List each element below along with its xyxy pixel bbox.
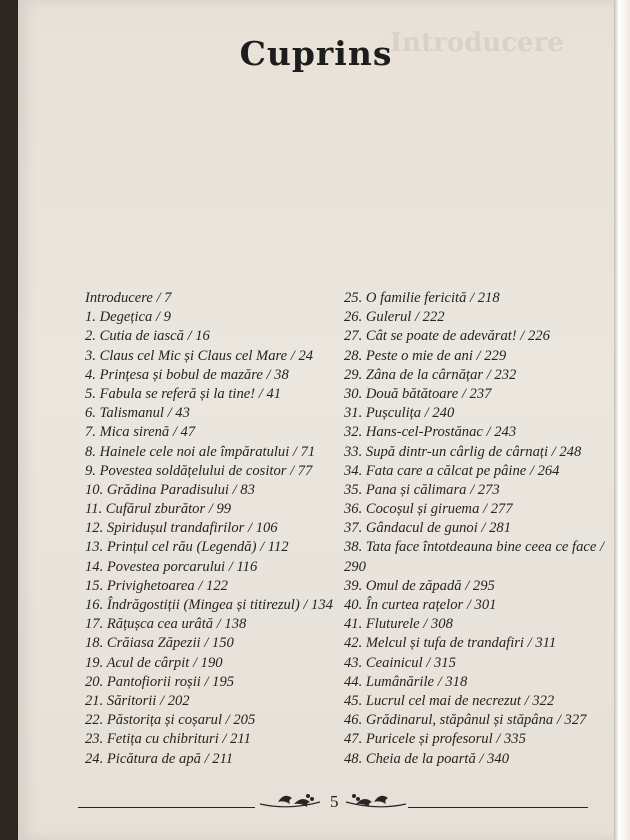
toc-entry: 21. Săritorii / 202 (85, 692, 190, 709)
toc-entry: 10. Grădina Paradisului / 83 (85, 481, 255, 498)
toc-entry: 25. O familie fericită / 218 (344, 290, 500, 306)
toc-entry: 9. Povestea soldățelului de cositor / 77 (85, 462, 313, 479)
toc-entry: 32. Hans-cel-Prostănac / 243 (344, 424, 517, 441)
toc-entry: 16. Îndrăgostiții (Mingea și titirezul) / 134 (85, 597, 333, 613)
toc-entry: 1. Degețica / 9 (85, 309, 171, 326)
page-edge (614, 0, 630, 840)
toc-entry: 11. Cufărul zburător / 99 (85, 501, 232, 518)
toc-entry: 43. Ceainicul / 315 (344, 654, 456, 671)
toc-entry: 20. Pantofiorii roșii / 195 (85, 673, 235, 690)
toc-entry: 3. Claus cel Mic și Claus cel Mare / 24 (85, 347, 314, 364)
toc-entry: 44. Lumânările / 318 (344, 673, 468, 690)
toc-entry: 13. Prințul cel rău (Legendă) / 112 (85, 539, 289, 556)
bleed-through-text: Introducere (390, 28, 564, 58)
book-page (18, 0, 614, 840)
toc-entry: 17. Rățușca cea urâtă / 138 (85, 616, 247, 633)
toc-entry: 45. Lucrul cel mai de necrezut / 322 (344, 692, 555, 709)
toc-entry: 27. Cât se poate de adevărat! / 226 (344, 328, 550, 345)
page-footer (78, 786, 588, 820)
toc-entry: 37. Gândacul de gunoi / 281 (344, 520, 512, 537)
toc-entry: 38. Tata face întotdeauna bine ceea ce face / 290 (344, 539, 605, 575)
toc-entry: 24. Picătura de apă / 211 (85, 750, 234, 767)
page-title: Cuprins (239, 34, 393, 73)
toc-entry: 31. Pușculița / 240 (344, 405, 455, 422)
page-number: 5 (330, 792, 339, 811)
toc-entry: 2. Cutia de iască / 16 (85, 328, 210, 345)
toc-entry: 40. În curtea rațelor / 301 (344, 597, 497, 614)
holly-ornament-left-icon (258, 790, 322, 814)
toc-entry: 7. Mica sirenă / 47 (85, 424, 196, 441)
toc-entry: 14. Povestea porcarului / 116 (85, 558, 258, 575)
toc-entry: 12. Spiridușul trandafirilor / 106 (85, 520, 278, 537)
toc-entry: 8. Hainele cele noi ale împăratului / 71 (85, 443, 316, 460)
toc-entry: 35. Pana și călimara / 273 (344, 481, 500, 498)
toc-entry: 4. Prințesa și bobul de mazăre / 38 (85, 366, 289, 383)
footer-rule-right (408, 807, 588, 808)
toc-entry: 30. Două bătătoare / 237 (344, 385, 492, 402)
toc-entry: 33. Supă dintr-un cârlig de cârnați / 248 (344, 443, 582, 460)
toc-entry: 23. Fetița cu chibrituri / 211 (85, 731, 251, 748)
holly-ornament-right-icon (344, 790, 408, 814)
toc-entry: 46. Grădinarul, stăpânul și stăpâna / 327 (344, 712, 587, 729)
toc-entry: Introducere / 7 (85, 290, 172, 306)
toc-entry: 42. Melcul și tufa de trandafiri / 311 (344, 635, 557, 652)
toc-entry: 5. Fabula se referă și la tine! / 41 (85, 385, 282, 402)
toc-entry: 34. Fata care a călcat pe pâine / 264 (344, 462, 560, 479)
toc-entry: 18. Crăiasa Zăpezii / 150 (85, 635, 234, 652)
toc-entry: 36. Cocoșul și giruета / 277 (344, 501, 513, 518)
toc-entry: 47. Puricele și profesorul / 335 (344, 731, 526, 748)
toc-entry: 39. Omul de zăpadă / 295 (344, 577, 495, 594)
toc-entry: 6. Talismanul / 43 (85, 405, 190, 422)
toc-left-column (85, 289, 343, 769)
toc-entry: 41. Fluturele / 308 (344, 616, 453, 633)
toc-entry: 15. Privighetoarea / 122 (85, 577, 228, 594)
toc-entry: 19. Acul de cârpit / 190 (85, 654, 223, 671)
toc-entry: 29. Zâna de la cârnățar / 232 (344, 366, 517, 383)
toc-right-column (344, 289, 626, 769)
footer-rule-left (78, 807, 255, 808)
toc-entry: 26. Gulerul / 222 (344, 309, 445, 326)
toc-entry: 48. Cheia de la poartă / 340 (344, 750, 509, 767)
toc-entry: 22. Păstorița și coșarul / 205 (85, 712, 256, 729)
toc-entry: 28. Peste o mie de ani / 229 (344, 347, 507, 364)
